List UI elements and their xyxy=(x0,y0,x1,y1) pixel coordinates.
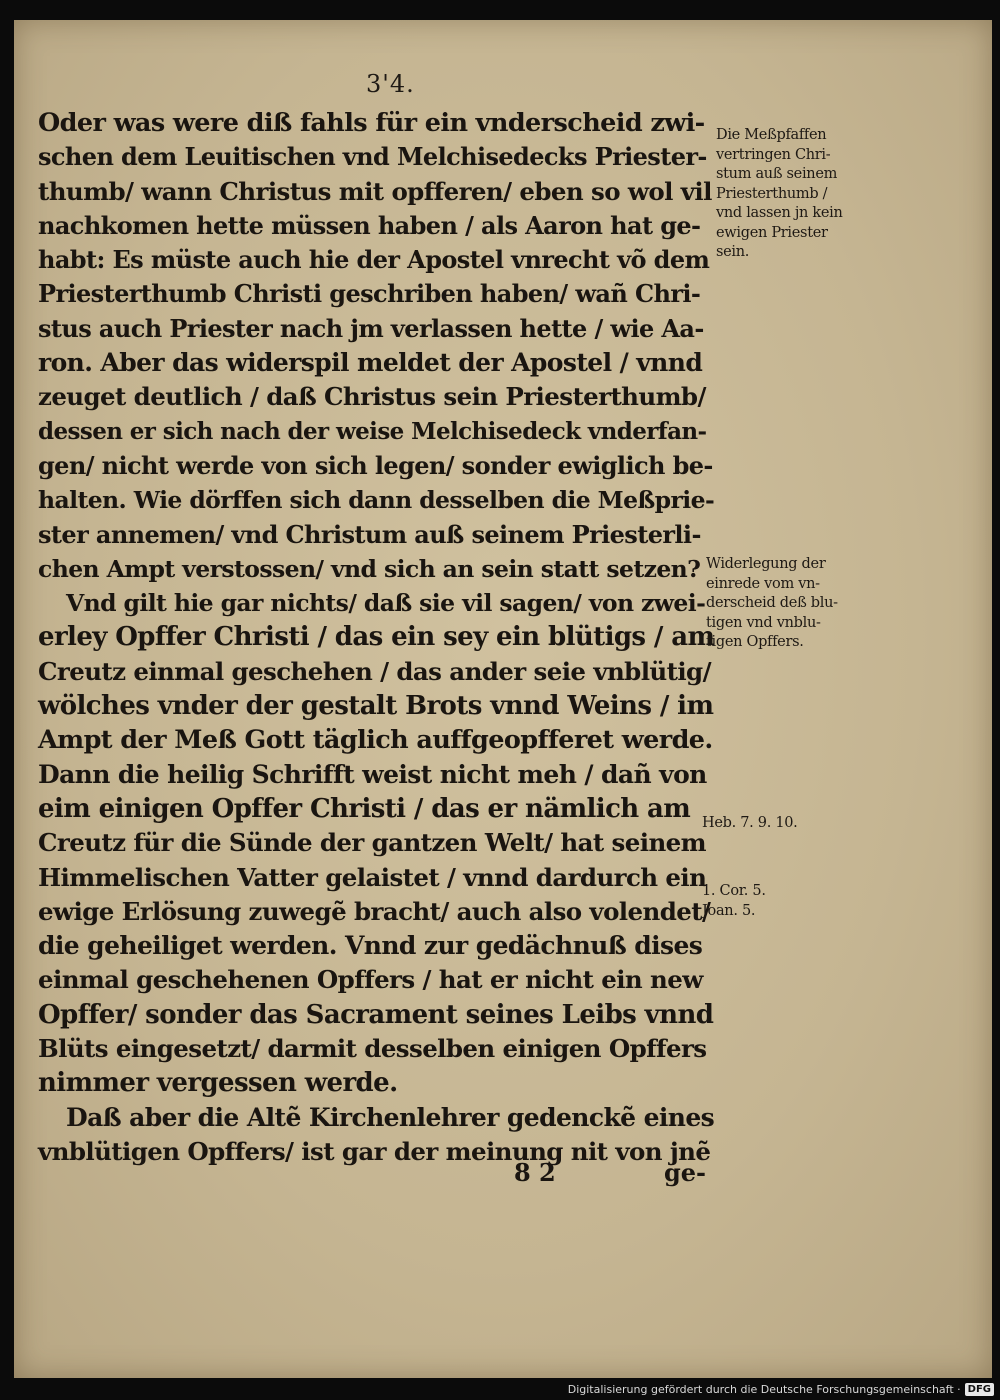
margin-note-line: sein. xyxy=(716,244,750,260)
body-line: Priesterthumb Christi geschriben haben/ wañ Chri- xyxy=(38,279,701,309)
body-line: Himmelischen Vatter gelaistet / vnnd dardurch ein xyxy=(38,862,707,892)
body-line: Opffer/ sonder das Sacrament seines Leibs vnnd xyxy=(38,999,714,1030)
margin-note-line: stum auß seinem xyxy=(716,166,838,182)
body-line: stus auch Priester nach jm verlassen hette / wie Aa- xyxy=(38,313,704,343)
margin-note-line: Heb. 7. 9. 10. xyxy=(702,815,798,831)
body-line: Oder was were diß fahls für ein vnderscheid zwi- xyxy=(38,108,705,138)
body-line: einmal geschehenen Opffers / hat er nicht ein new xyxy=(38,965,703,995)
digitization-footer xyxy=(568,1381,994,1397)
catchword: ge- xyxy=(664,1158,707,1187)
dfg-logo-icon: DFG xyxy=(965,1383,994,1396)
page-number: 3'4. xyxy=(366,70,415,98)
margin-note-line: Priesterthumb / xyxy=(716,185,828,202)
body-line: thumb/ wann Christus mit opfferen/ eben so wol vil xyxy=(38,176,712,206)
body-line: Dann die heilig Schrifft weist nicht meh / dañ von xyxy=(38,759,707,789)
body-line: Vnd gilt hie gar nichts/ daß sie vil sagen/ von zwei- xyxy=(66,589,706,618)
margin-reference xyxy=(702,814,797,834)
margin-note xyxy=(716,126,843,263)
body-line: halten. Wie dörffen sich dann desselben die Meßprie- xyxy=(38,486,715,515)
margin-note-line: 1. Cor. 5. xyxy=(702,883,766,899)
body-line: ster annemen/ vnd Christum auß seinem Priesterli- xyxy=(38,519,701,549)
body-text xyxy=(38,106,714,1169)
margin-note-line: vertringen Chri- xyxy=(716,146,831,163)
body-line: nimmer vergessen werde. xyxy=(38,1068,398,1099)
signature-mark: 8 2 xyxy=(514,1158,556,1187)
body-line: erley Opffer Christi / das ein sey ein blütigs / am xyxy=(38,622,715,653)
body-line: Blüts eingesetzt/ darmit desselben einigen Opffers xyxy=(38,1034,707,1064)
margin-note-line: tigen vnd vnblu- xyxy=(706,614,821,631)
margin-note xyxy=(706,555,838,653)
body-line: ron. Aber das widerspil meldet der Apostel / vnnd xyxy=(38,348,703,378)
body-line: Ampt der Meß Gott täglich auffgeopfferet werde. xyxy=(38,725,713,756)
body-line: Daß aber die Altẽ Kirchenlehrer gedenckẽ eines xyxy=(66,1102,715,1132)
body-line: eim einigen Opffer Christi / das er nämlich am xyxy=(38,793,691,824)
body-line: wölches vnder der gestalt Brots vnnd Weins / im xyxy=(38,691,714,722)
margin-note-line: Widerlegung der xyxy=(706,556,826,572)
catchword-line xyxy=(514,1158,714,1188)
book-page xyxy=(14,20,992,1378)
body-line: ewige Erlösung zuwegẽ bracht/ auch also volendet/ xyxy=(38,896,711,926)
body-line: die geheiliget werden. Vnnd zur gedächnuß dises xyxy=(38,931,703,961)
body-line: vnblütigen Opffers/ ist gar der meinung nit von jnẽ xyxy=(38,1136,711,1166)
body-line: schen dem Leuitischen vnd Melchisedecks Priester- xyxy=(38,142,707,172)
body-line: dessen er sich nach der weise Melchisedeck vnderfan- xyxy=(38,417,707,445)
margin-note-line: ewigen Priester xyxy=(716,224,828,241)
body-line: chen Ampt verstossen/ vnd sich an sein statt setzen? xyxy=(38,554,701,583)
body-line: habt: Es müste auch hie der Apostel vnrecht võ dem xyxy=(38,245,710,275)
margin-note-line: derscheid deß blu- xyxy=(706,595,838,611)
margin-reference xyxy=(702,882,766,921)
body-line: Creutz einmal geschehen / das ander seie vnblütig/ xyxy=(38,656,711,686)
margin-note-line: einrede vom vn- xyxy=(706,575,820,592)
margin-note-line: Die Meßpfaffen xyxy=(716,127,827,143)
footer-credit: Digitalisierung gefördert durch die Deutsche Forschungsgemeinschaft · xyxy=(567,1382,961,1396)
body-line: zeuget deutlich / daß Christus sein Priesterthumb/ xyxy=(38,382,706,412)
body-line: gen/ nicht werde von sich legen/ sonder ewiglich be- xyxy=(38,450,713,480)
margin-note-line: Joan. 5. xyxy=(702,902,756,919)
margin-note-line: tigen Opffers. xyxy=(706,634,804,650)
body-line: Creutz für die Sünde der gantzen Welt/ hat seinem xyxy=(38,828,706,858)
body-line: nachkomen hette müssen haben / als Aaron hat ge- xyxy=(38,210,701,240)
margin-note-line: vnd lassen jn kein xyxy=(716,205,843,221)
